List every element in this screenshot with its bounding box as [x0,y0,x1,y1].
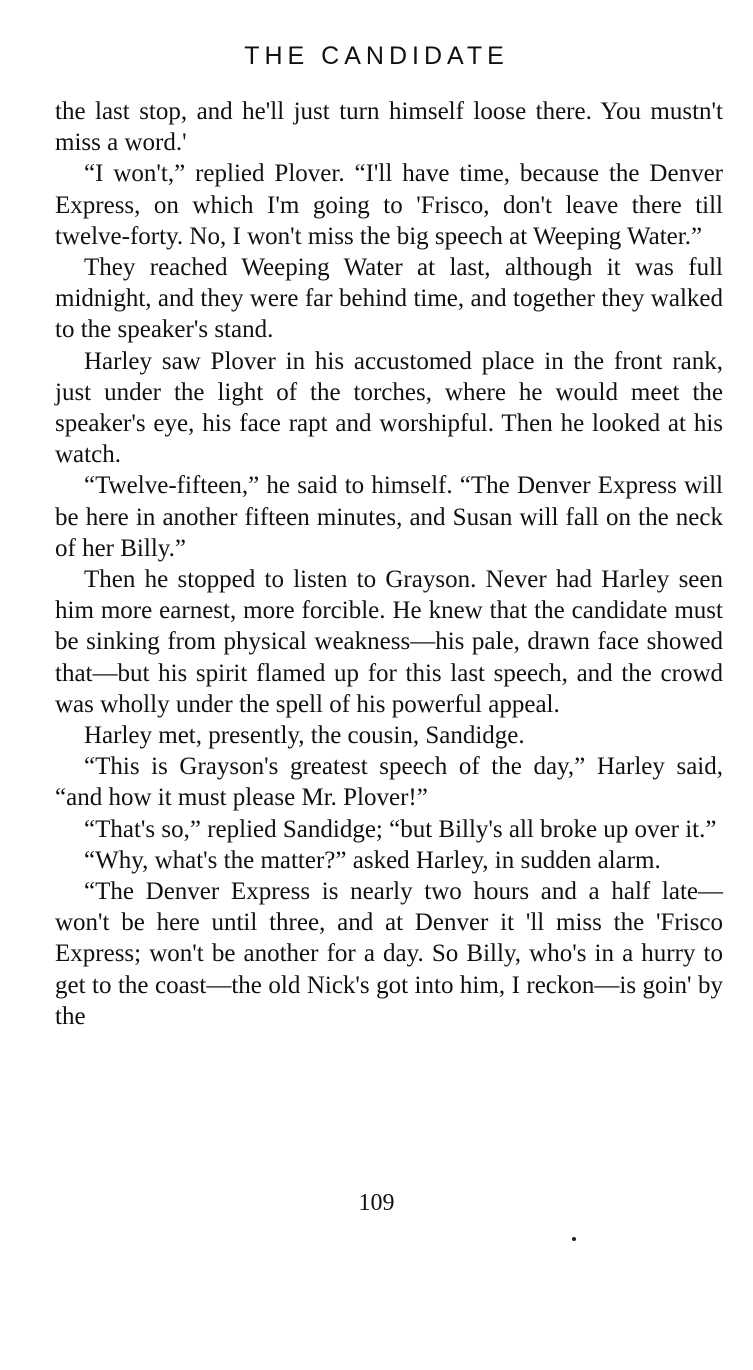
body-text [55,96,723,1032]
paragraph-7: Harley met, presently, the cousin, Sandidge. [84,722,525,750]
paragraph-6: Then he stopped to listen to Grayson. Never had Harley seen him more earnest, more forcible. He knew that the candidate must be sinking from physical weakness—his pale, drawn face showed that—but his spirit flamed up for this last speech, and the crowd was wholly under the spell of his powerful appeal. [55,566,723,718]
paragraph-2: “I won't,” replied Plover. “I'll have time, because the Denver Express, on which I'm going to 'Frisco, don't leave there till twelve-forty. No, I won't miss the big speech at Weeping Water.” [55,160,723,250]
running-head-title: THE CANDIDATE [244,42,509,70]
paragraph-5: “Twelve-fifteen,” he said to himself. “The Denver Express will be here in another fifteen minutes, and Susan will fall on the neck of her Billy.” [55,472,723,562]
paragraph-10: “Why, what's the matter?” asked Harley, in sudden alarm. [84,846,661,874]
paragraph-4: Harley saw Plover in his accustomed place in the front rank, just under the light of the torches, where he would meet the speaker's eye, his face rapt and worshipful. Then he looked at his watch. [55,347,723,469]
paragraph-9: “That's so,” replied Sandidge; “but Billy's all broke up over it.” [84,815,717,843]
page-number: 109 [358,1190,395,1216]
paragraph-8: “This is Grayson's greatest speech of the day,” Harley said, “and how it must please Mr. Plover!” [55,753,723,812]
paragraph-3: They reached Weeping Water at last, although it was full midnight, and they were far behind time, and together they walked to the speaker's stand. [55,254,723,344]
scan-speck [572,1237,576,1241]
paragraph-11: “The Denver Express is nearly two hours and a half late—won't be here until three, and at Denver it 'll miss the 'Frisco Express; won't be another for a day. So Billy, who's in a hurry to get to the coast—the old Nick's got into him, I reckon—is goin' by the [55,878,723,1030]
paragraph-1: the last stop, and he'll just turn himself loose there. You mustn't miss a word.' [55,98,723,157]
